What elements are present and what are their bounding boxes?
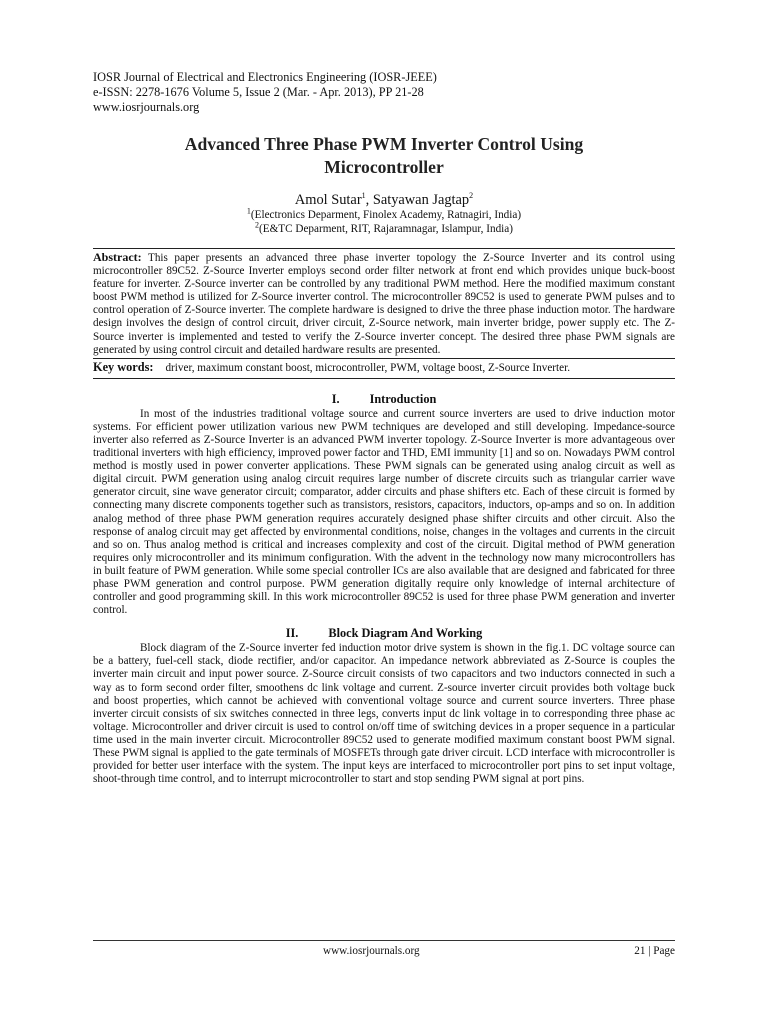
- abstract-label: Abstract:: [93, 250, 142, 264]
- author-name: , Satyawan Jagtap: [365, 192, 470, 208]
- footer-page-number: 21 | Page: [634, 945, 675, 957]
- affiliation-text: (E&TC Deparment, RIT, Rajaramnagar, Islampur, India): [259, 222, 513, 235]
- affiliation-1: [93, 206, 675, 223]
- paper-title-line-2: Microcontroller: [324, 157, 444, 177]
- section-title: Block Diagram And Working: [328, 626, 483, 641]
- affiliation-2: [93, 219, 675, 237]
- section-heading-introduction: [93, 392, 675, 407]
- author-name: Amol Sutar: [294, 192, 362, 208]
- section-number: I.: [331, 391, 340, 406]
- section-title: Introduction: [369, 391, 437, 406]
- affiliation-text: (Electronics Deparment, Finolex Academy, Ratnagiri, India): [250, 209, 522, 221]
- journal-issn: e-ISSN: 2278-1676 Volume 5, Issue 2 (Mar. - Apr. 2013), PP 21-28: [93, 85, 424, 99]
- paper-title: [93, 133, 675, 179]
- section-number: II.: [285, 626, 299, 641]
- journal-name: IOSR Journal of Electrical and Electronics Engineering (IOSR-JEEE): [93, 70, 437, 84]
- author-superscript: 1: [361, 191, 366, 201]
- author-superscript: 2: [469, 191, 474, 201]
- keywords-line: [93, 358, 675, 375]
- affiliation-superscript: 2: [255, 219, 260, 229]
- abstract-text: This paper presents an advanced three phase inverter topology the Z-Source Inverter and its control using microcontroller 89C52. Z-Source Inverter employs second order filter network at front end which provides unique buck-boost feature for inverter. Z-Source inverter can be controlled by any traditional PWM method. Here the modified maximum constant boost PWM method is utilized for Z-Source inverter control. The microcontroller 89C52 is used to generate PWM pulses and to control operation of Z-Source inverter. The complete hardware is designed to drive the three phase induction motor. The hardware design involves the design of control circuit, driver circuit, Z-Source network, main inverter bridge, power supply etc. The Z-Source inverter is implemented and tested to verify the Z-Source inverter concept. The desired three phase PWM signals are generated by using control circuit and detailed hardware results are presented.: [93, 252, 675, 356]
- section-body-block-diagram: Block diagram of the Z-Source inverter fed induction motor drive system is shown in the fig.1. DC voltage source can be a battery, fuel-cell stack, diode rectifier, and/or capacitor. An impedance network abbreviated as Z-Source is couples the inverter main circuit and input power source. Z-Source circuit consists of two capacitors and two inductors connected in such a way as to form second order filter, smoothens dc link voltage and current. Z-source inverter circuit provides both voltage buck and boost properties, which cannot be achieved with conventional voltage source and current source inverters. Three phase inverter circuit consists of six switches connected in three legs, converts input dc link voltage in to corresponding three phase ac voltage. Microcontroller and driver circuit is used to control on/off time of switching devices in a proper sequence in a particular time used in the main inverter circuit. Microcontroller 89C52 used to generate modified maximum constant boost PWM signal. These PWM signal is applied to the gate terminals of MOSFETs through gate driver circuit. LCD interface with microcontroller is provided for better user interface with the system. The input keys are interfaced to microcontroller port pins to set input voltage, shoot-through time control, and to interrupt microcontroller to start and stop sending PWM signal at port pins.: [93, 642, 675, 786]
- keywords-label: Key words:: [93, 359, 154, 374]
- paper-page: [93, 70, 675, 786]
- abstract-paragraph: [93, 251, 675, 357]
- author-list: [93, 191, 675, 209]
- paper-title-line-1: Advanced Three Phase PWM Inverter Control Using: [184, 134, 584, 154]
- page-footer: [93, 940, 675, 957]
- keywords-text: driver, maximum constant boost, microcontroller, PWM, voltage boost, Z-Source Inverter.: [165, 361, 571, 374]
- journal-website: www.iosrjournals.org: [93, 100, 200, 114]
- abstract-block: [93, 248, 675, 379]
- footer-website: www.iosrjournals.org: [323, 945, 420, 957]
- section-body-introduction: In most of the industries traditional voltage source and current source inverters are used to drive induction motor systems. For efficient power utilization various new PWM techniques are developed and still developing. Impedance-source inverter also referred as Z-Source Inverter is an advanced PWM inverter topology. Z-Source Inverter is more advantageous over traditional inverters with high efficiency, improved power factor and THD, EMI immunity [1] and so on. Nowadays PWM control method is mostly used in power converter applications. These PWM signals can be generated using analog circuit as well as digital circuit. PWM generation using analog circuit requires large number of discrete circuits such as triangular carrier wave generator circuit, sine wave generator circuit; comparator, adder circuits and phase shifters etc. Each of these circuit is formed by connecting many discrete components together such as transistors, resistors, capacitors, inductors, op-amps and so on. In addition analog method of three phase PWM generation requires accurately designed phase shifter circuits and other circuit. Also the response of analog circuit may get affected by environmental conditions, noise, changes in the voltages and currents in the circuit and so on. Thus analog method is critical and increases complexity and cost of the circuit. Digital method of PWM generation requires only microcontroller and its minimum configuration. With the advent in the technology now many microcontrollers has in built feature of PWM generation. While some special controller ICs are also available that are designed and fabricated for three phase PWM generation and control purpose. PWM generation digitally require only knowledge of internal architecture of controller and good programming skill. In this work microcontroller 89C52 is used for three phase PWM generation and inverter control.: [93, 407, 675, 617]
- section-heading-block-diagram: [93, 626, 675, 641]
- affiliation-superscript: 1: [246, 206, 251, 216]
